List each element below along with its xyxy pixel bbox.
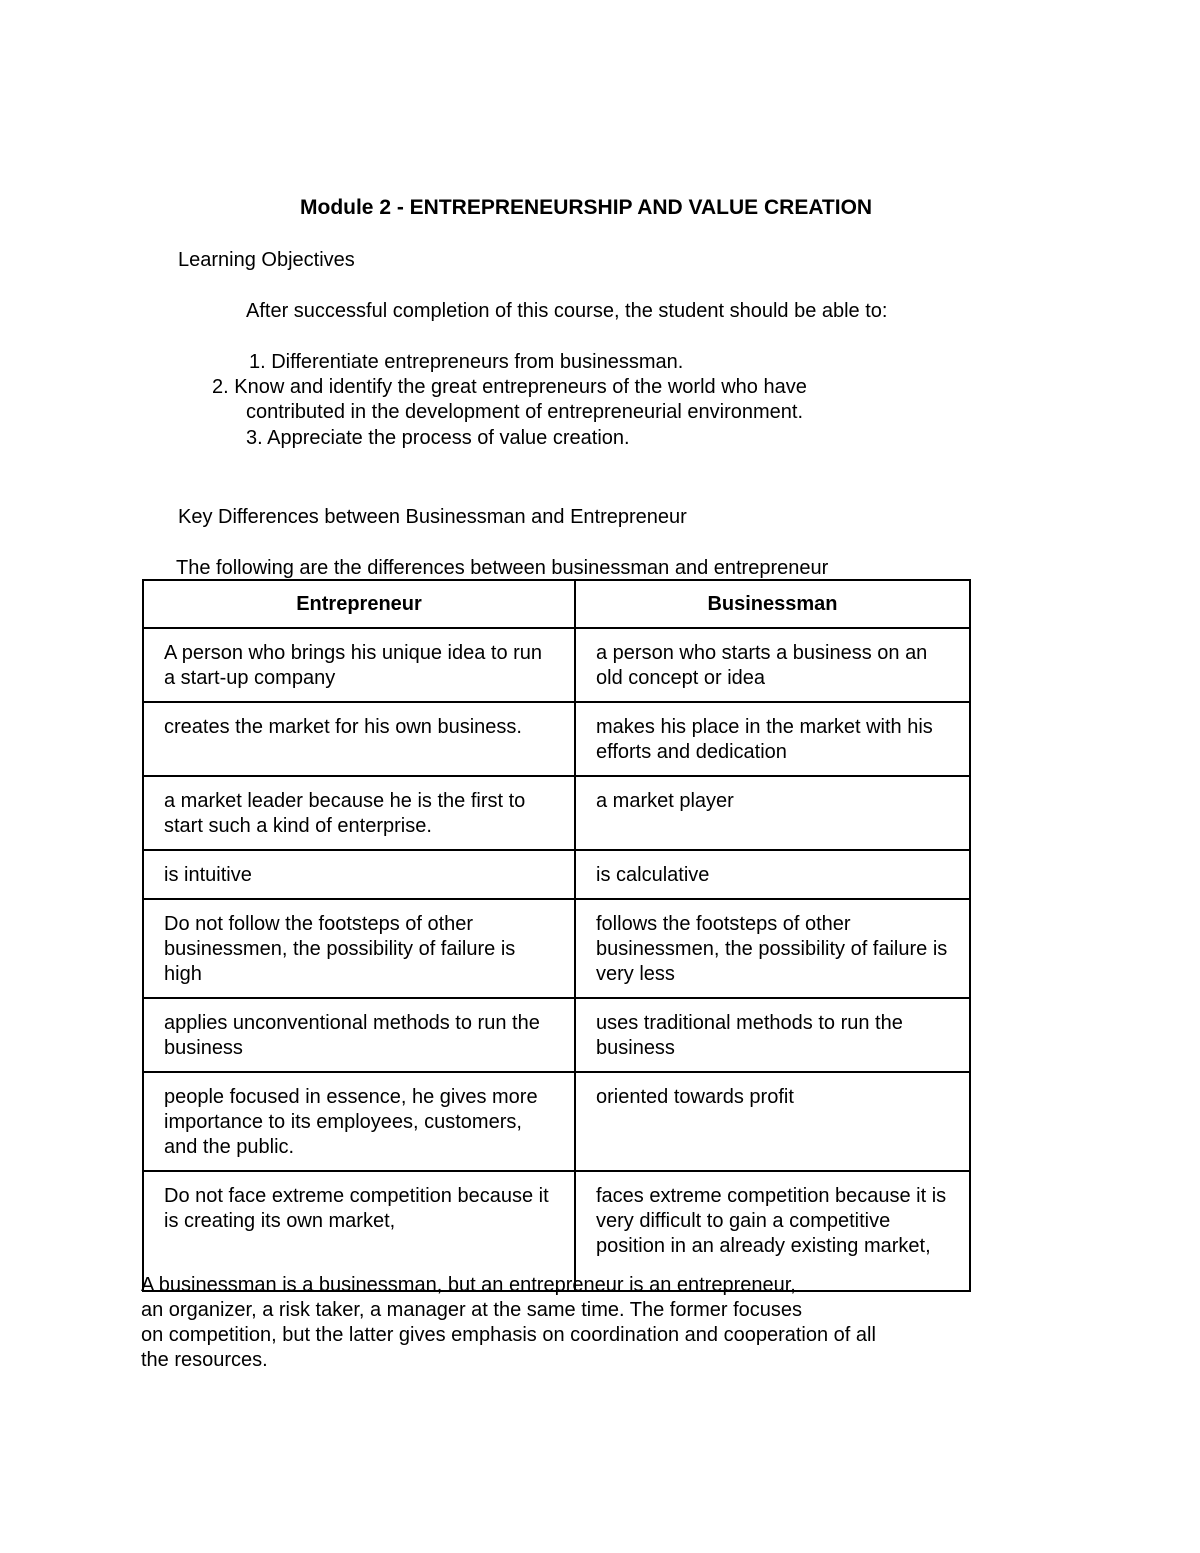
objective-item-2-continued: contributed in the development of entrepreneurial environment. <box>246 401 804 423</box>
entrepreneur-cell: Do not face extreme competition because it is creating its own market, <box>143 1171 575 1291</box>
businessman-cell: follows the footsteps of other businessmen, the possibility of failure is very less <box>575 899 970 998</box>
column-header-entrepreneur: Entrepreneur <box>143 580 575 628</box>
differences-table <box>142 579 971 1292</box>
page-title: Module 2 - ENTREPRENEURSHIP AND VALUE CREATION <box>300 196 873 219</box>
entrepreneur-cell: people focused in essence, he gives more importance to its employees, customers, and the public. <box>143 1072 575 1171</box>
objective-item-1: 1. Differentiate entrepreneurs from businessman. <box>249 351 684 373</box>
objectives-intro: After successful completion of this course, the student should be able to: <box>246 300 888 322</box>
entrepreneur-cell: creates the market for his own business. <box>143 702 575 776</box>
closing-paragraph <box>141 1273 876 1373</box>
businessman-cell: faces extreme competition because it is very difficult to gain a competitive position in an already existing market, <box>575 1171 970 1291</box>
objectives-heading: Learning Objectives <box>178 249 355 271</box>
closing-line-3: on competition, but the latter gives emphasis on coordination and cooperation of all <box>141 1324 876 1346</box>
businessman-cell: makes his place in the market with his efforts and dedication <box>575 702 970 776</box>
businessman-cell: uses traditional methods to run the business <box>575 998 970 1072</box>
table-header-row <box>143 580 970 628</box>
table-row <box>143 702 970 776</box>
businessman-cell: is calculative <box>575 850 970 899</box>
businessman-cell: oriented towards profit <box>575 1072 970 1171</box>
objective-item-2: 2. Know and identify the great entrepreneurs of the world who have <box>212 376 807 398</box>
entrepreneur-cell: Do not follow the footsteps of other businessmen, the possibility of failure is high <box>143 899 575 998</box>
entrepreneur-cell: is intuitive <box>143 850 575 899</box>
entrepreneur-cell: a market leader because he is the first to start such a kind of enterprise. <box>143 776 575 850</box>
entrepreneur-cell: applies unconventional methods to run the business <box>143 998 575 1072</box>
closing-line-1: A businessman is a businessman, but an entrepreneur is an entrepreneur, <box>141 1274 796 1296</box>
objective-item-3: 3. Appreciate the process of value creation. <box>246 427 630 449</box>
businessman-cell: a person who starts a business on an old concept or idea <box>575 628 970 702</box>
closing-line-2: an organizer, a risk taker, a manager at the same time. The former focuses <box>141 1299 803 1321</box>
closing-line-4: the resources. <box>141 1349 268 1371</box>
table-row <box>143 776 970 850</box>
businessman-cell: a market player <box>575 776 970 850</box>
table-row <box>143 998 970 1072</box>
table-row <box>143 850 970 899</box>
table-row <box>143 899 970 998</box>
entrepreneur-cell: A person who brings his unique idea to run a start-up company <box>143 628 575 702</box>
differences-heading: Key Differences between Businessman and Entrepreneur <box>178 506 687 528</box>
differences-intro: The following are the differences between businessman and entrepreneur <box>176 557 829 579</box>
table-row <box>143 1072 970 1171</box>
table-row <box>143 628 970 702</box>
column-header-businessman: Businessman <box>575 580 970 628</box>
